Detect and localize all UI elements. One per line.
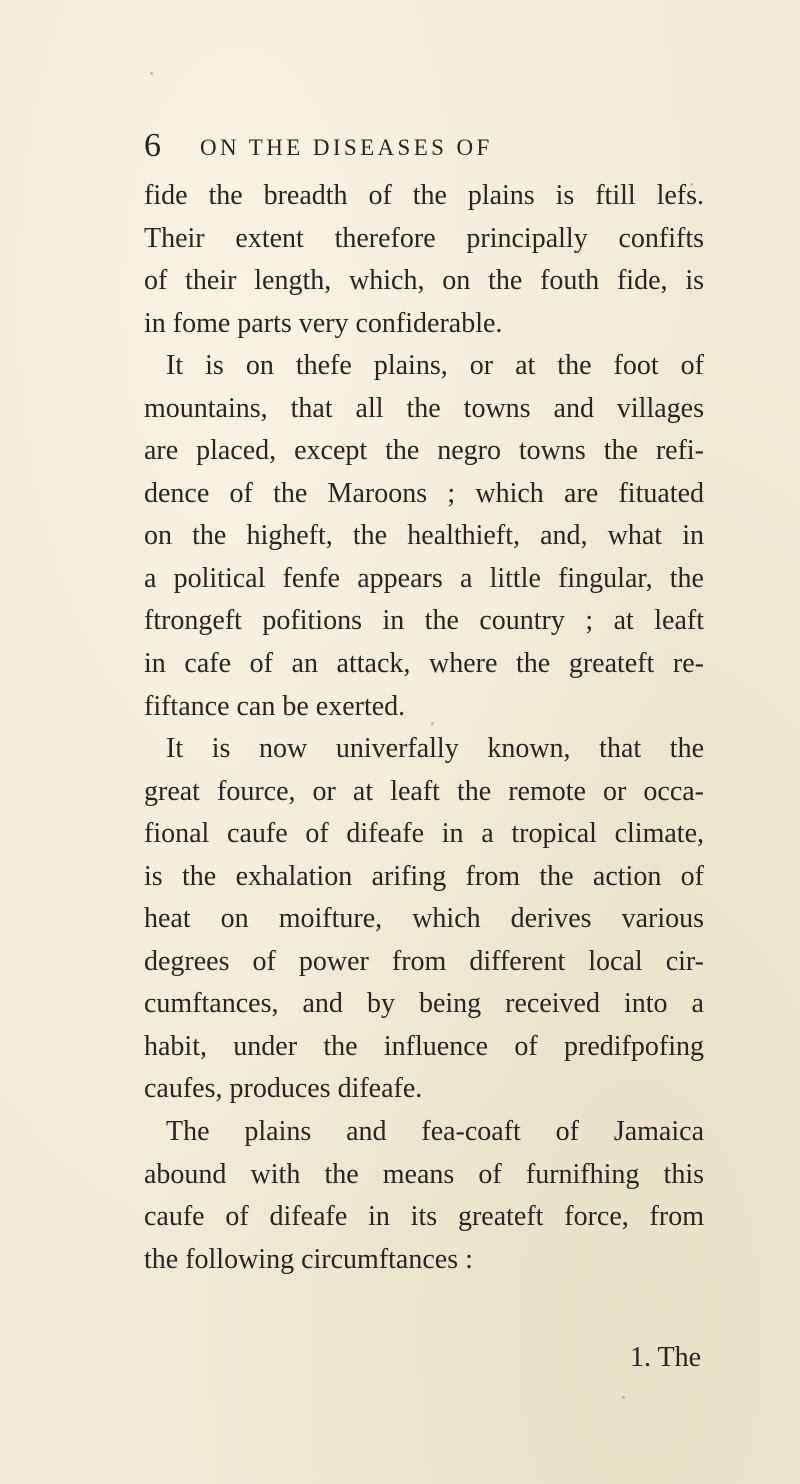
text-line: in cafe of an attack, where the greateft re- (144, 648, 704, 680)
text-line: It is now univerfally known, that the (166, 733, 704, 765)
text-line: degrees of power from different local cir- (144, 945, 704, 977)
text-line: It is on thefe plains, or at the foot of (166, 350, 704, 382)
text-line: fional caufe of difeafe in a tropical climate, (144, 818, 704, 850)
paper-speck (150, 72, 153, 75)
text-line: Their extent therefore principally confifts (144, 222, 704, 254)
page-header (144, 126, 664, 166)
text-line: heat on moifture, which derives various (144, 903, 704, 935)
text-line: a political fenfe appears a little fingular, the (144, 562, 704, 594)
text-line: on the higheft, the healthieft, and, what in (144, 520, 704, 552)
text-line: is the exhalation arifing from the action of (144, 860, 704, 892)
text-line: the following circumftances : (144, 1243, 473, 1275)
text-line: mountains, that all the towns and villages (144, 392, 704, 424)
text-line: great fource, or at leaft the remote or occa- (144, 775, 704, 807)
page-number: 6 (144, 127, 161, 164)
body-text (144, 175, 704, 1281)
text-line: caufes, produces difeafe. (144, 1073, 423, 1105)
paper-speck (431, 722, 434, 725)
text-line: in fome parts very confiderable. (144, 307, 503, 339)
text-line: habit, under the influence of predifpofing (144, 1030, 704, 1062)
text-line: ftrongeft pofitions in the country ; at leaft (144, 605, 704, 637)
text-line: abound with the means of furnifhing this (144, 1158, 704, 1190)
text-line: cumftances, and by being received into a (144, 988, 704, 1020)
catchword: 1. The (630, 1342, 702, 1373)
text-line: fiftance can be exerted. (144, 690, 406, 722)
text-line: are placed, except the negro towns the refi- (144, 435, 704, 467)
text-line: of their length, which, on the fouth fide, is (144, 265, 704, 297)
paper-speck (690, 183, 693, 186)
paper-speck (622, 1396, 625, 1399)
text-line: dence of the Maroons ; which are fituated (144, 477, 704, 509)
text-line: caufe of difeafe in its greateft force, from (144, 1201, 704, 1233)
running-head: ON THE DISEASES OF (200, 135, 493, 160)
text-line: The plains and fea-coaft of Jamaica (166, 1116, 704, 1148)
text-line: fide the breadth of the plains is ftill lefs. (144, 180, 704, 211)
